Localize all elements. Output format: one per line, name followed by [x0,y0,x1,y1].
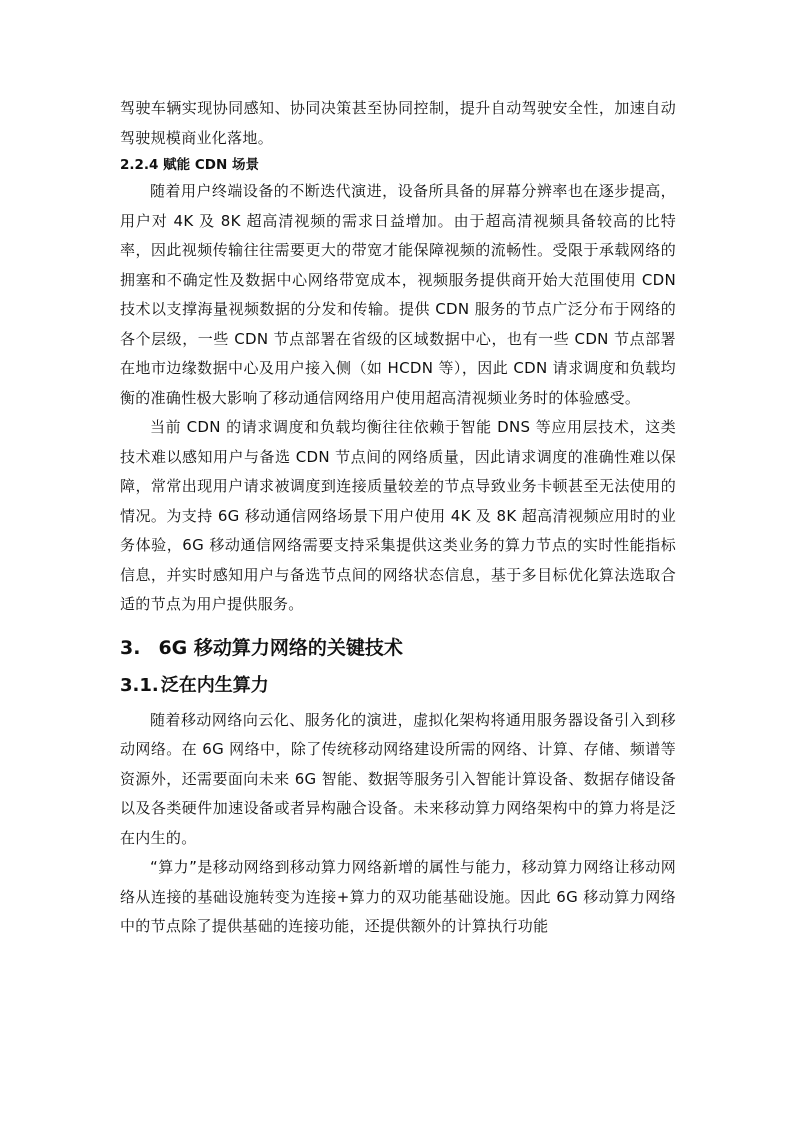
section-number: 3.1. [120,674,159,696]
section-heading-3-1 [120,672,676,700]
section-heading-2-2-4: 2.2.4 赋能 CDN 场景 [120,157,259,173]
paragraph-ubiquitous-compute: 随着移动网络向云化、服务化的演进，虚拟化架构将通用服务器设备引入到移动网络。在 6G 网络中，除了传统移动网络建设所需的网络、计算、存储、频谱等资源外，还需要面向未来 6G 智能、数据等服务引入智能计算设备、数据存储设备以及各类硬件加速设备或者异构融合设备。未来移动算力网络架构中的算力将是泛在内生的。 [120,710,676,847]
paragraph-autonomous-driving: 驾驶车辆实现协同感知、协同决策甚至协同控制，提升自动驾驶安全性，加速自动驾驶规模商业化落地。 [120,99,676,147]
paragraph-compute-attribute: “算力”是移动网络到移动算力网络新增的属性与能力，移动算力网络让移动网络从连接的基础设施转变为连接+算力的双功能基础设施。因此 6G 移动算力网络中的节点除了提供基础的连接功能，还提供额外的计算执行功能 [120,858,676,935]
chapter-number: 3. [120,636,141,659]
paragraph-cdn-background: 随着用户终端设备的不断迭代演进，设备所具备的屏幕分辨率也在逐步提高，用户对 4K 及 8K 超高清视频的需求日益增加。由于超高清视频具备较高的比特率，因此视频传输往往需要更大的带宽才能保障视频的流畅性。受限于承载网络的拥塞和不确定性及数据中心网络带宽成本，视频服务提供商开始大范围使用 CDN 技术以支撑海量视频数据的分发和传输。提供 CDN 服务的节点广泛分布于网络的各个层级，一些 CDN 节点部署在省级的区域数据中心，也有一些 CDN 节点部署在地市边缘数据中心及用户接入侧（如 HCDN 等），因此 CDN 请求调度和负载均衡的准确性极大影响了移动通信网络用户使用超高清视频业务时的体验感受。 [120,182,676,407]
paragraph-cdn-scheduling: 当前 CDN 的请求调度和负载均衡往往依赖于智能 DNS 等应用层技术，这类技术难以感知用户与备选 CDN 节点间的网络质量，因此请求调度的准确性难以保障，常常出现用户请求被调度到连接质量较差的节点导致业务卡顿甚至无法使用的情况。为支持 6G 移动通信网络场景下用户使用 4K 及 8K 超高清视频应用时的业务体验，6G 移动通信网络需要支持采集提供这类业务的算力节点的实时性能指标信息，并实时感知用户与备选节点间的网络状态信息，基于多目标优化算法选取合适的节点为用户提供服务。 [120,418,676,613]
chapter-heading-3 [120,634,676,662]
section-title: 泛在内生算力 [160,674,269,696]
page-content [120,94,676,942]
chapter-title: 6G 移动算力网络的关键技术 [158,636,403,659]
